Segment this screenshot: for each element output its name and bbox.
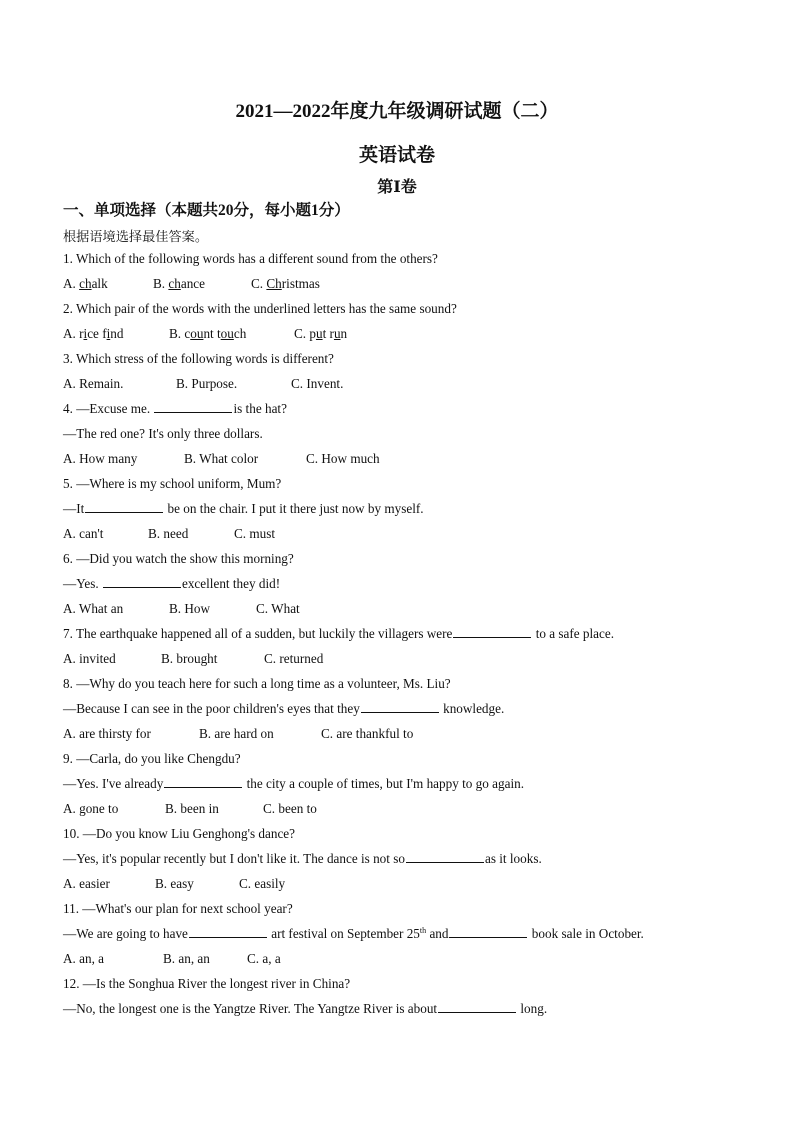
q10-line-1: 10. —Do you know Liu Genghong's dance? [63,826,296,841]
q9-option-b: B. been in [165,801,219,816]
q3-stem: 3. Which stress of the following words is different? [63,351,334,366]
q6-option-c: C. What [256,601,300,616]
q12-line-1: 12. —Is the Songhua River the longest river in China? [63,976,351,991]
q10-options [63,876,285,892]
q6-options [63,601,300,617]
q2-stem: 2. Which pair of the words with the underlined letters has the same sound? [63,301,457,316]
q9-option-c: C. been to [263,801,317,816]
q10-line-2: —Yes, it's popular recently but I don't like it. The dance is not so as it looks. [63,851,542,866]
q5-line-1: 5. —Where is my school uniform, Mum? [63,476,282,491]
answer-blank [164,777,242,788]
q1-option-a: A. chalk [63,276,108,291]
q11-option-b: B. an, an [163,951,210,966]
answer-blank [453,627,531,638]
q7-option-c: C. returned [264,651,324,666]
q3-option-b: B. Purpose. [176,376,238,391]
q10-option-c: C. easily [239,876,286,891]
q6-option-a: A. What an [63,601,124,616]
q10-option-b: B. easy [155,876,194,891]
q2-option-c: C. put run [294,326,348,341]
q7-option-a: A. invited [63,651,116,666]
q5-option-a: A. can't [63,526,104,541]
exam-subtitle: 英语试卷 [358,145,435,166]
q11-option-c: C. a, a [247,951,281,966]
section-heading: 一、单项选择（本题共20分，每小题1分） [63,202,350,219]
answer-blank [189,927,267,938]
q5-options [63,526,275,542]
q9-line-2: —Yes. I've already the city a couple of times, but I'm happy to go again. [63,776,525,791]
q4-option-b: B. What color [184,451,259,466]
q6-line-1: 6. —Did you watch the show this morning? [63,551,294,566]
q3-option-a: A. Remain. [63,376,124,391]
q7-line-1: 7. The earthquake happened all of a sudden, but luckily the villagers were to a safe place. [63,626,615,641]
answer-blank [361,702,439,713]
q7-option-b: B. brought [161,651,218,666]
q11-option-a: A. an, a [63,951,105,966]
q11-line-2: —We are going to have art festival on September 25th and book sale in October. [63,926,644,941]
q9-option-a: A. gone to [63,801,119,816]
q2-options [63,326,347,342]
q8-option-b: B. are hard on [199,726,274,741]
q1-option-b: B. chance [153,276,205,291]
answer-blank [103,577,181,588]
q4-line-1: 4. —Excuse me. is the hat? [63,401,287,416]
q8-options [63,726,413,742]
q7-options [63,651,323,667]
q1-stem: 1. Which of the following words has a different sound from the others? [63,251,438,266]
q6-line-2: —Yes. excellent they did! [63,576,281,591]
q12-line-2: —No, the longest one is the Yangtze River. The Yangtze River is about long. [63,1001,548,1016]
q4-line-2: —The red one? It's only three dollars. [63,426,263,441]
q2-option-b: B. count touch [169,326,247,341]
q1-options [63,276,320,292]
answer-blank [449,927,527,938]
q9-line-1: 9. —Carla, do you like Chengdu? [63,751,241,766]
q10-option-a: A. easier [63,876,110,891]
q2-option-a: A. rice find [63,326,124,341]
q8-option-c: C. are thankful to [321,726,414,741]
q3-option-c: C. Invent. [291,376,344,391]
exam-title: 2021—2022年度九年级调研试题（二） [235,101,559,122]
q4-options [63,451,380,467]
q5-option-c: C. must [234,526,276,541]
q11-options [63,951,281,967]
q6-option-b: B. How [169,601,211,616]
answer-blank [154,402,232,413]
q9-options [63,801,317,817]
q4-option-c: C. How much [306,451,380,466]
q8-option-a: A. are thirsty for [63,726,151,741]
q1-option-c: C. Christmas [251,276,320,291]
q11-line-1: 11. —What's our plan for next school year? [63,901,293,916]
q5-line-2: —It be on the chair. I put it there just now by myself. [63,501,424,516]
answer-blank [438,1002,516,1013]
answer-blank [406,852,484,863]
section-instruction: 根据语境选择最佳答案。 [63,229,209,244]
q8-line-1: 8. —Why do you teach here for such a long time as a volunteer, Ms. Liu? [63,676,451,691]
answer-blank [85,502,163,513]
q5-option-b: B. need [148,526,189,541]
volume-label: 第Ⅰ卷 [377,179,417,196]
q4-option-a: A. How many [63,451,138,466]
q8-line-2: —Because I can see in the poor children's eyes that they knowledge. [63,701,505,716]
q3-options [63,376,343,392]
